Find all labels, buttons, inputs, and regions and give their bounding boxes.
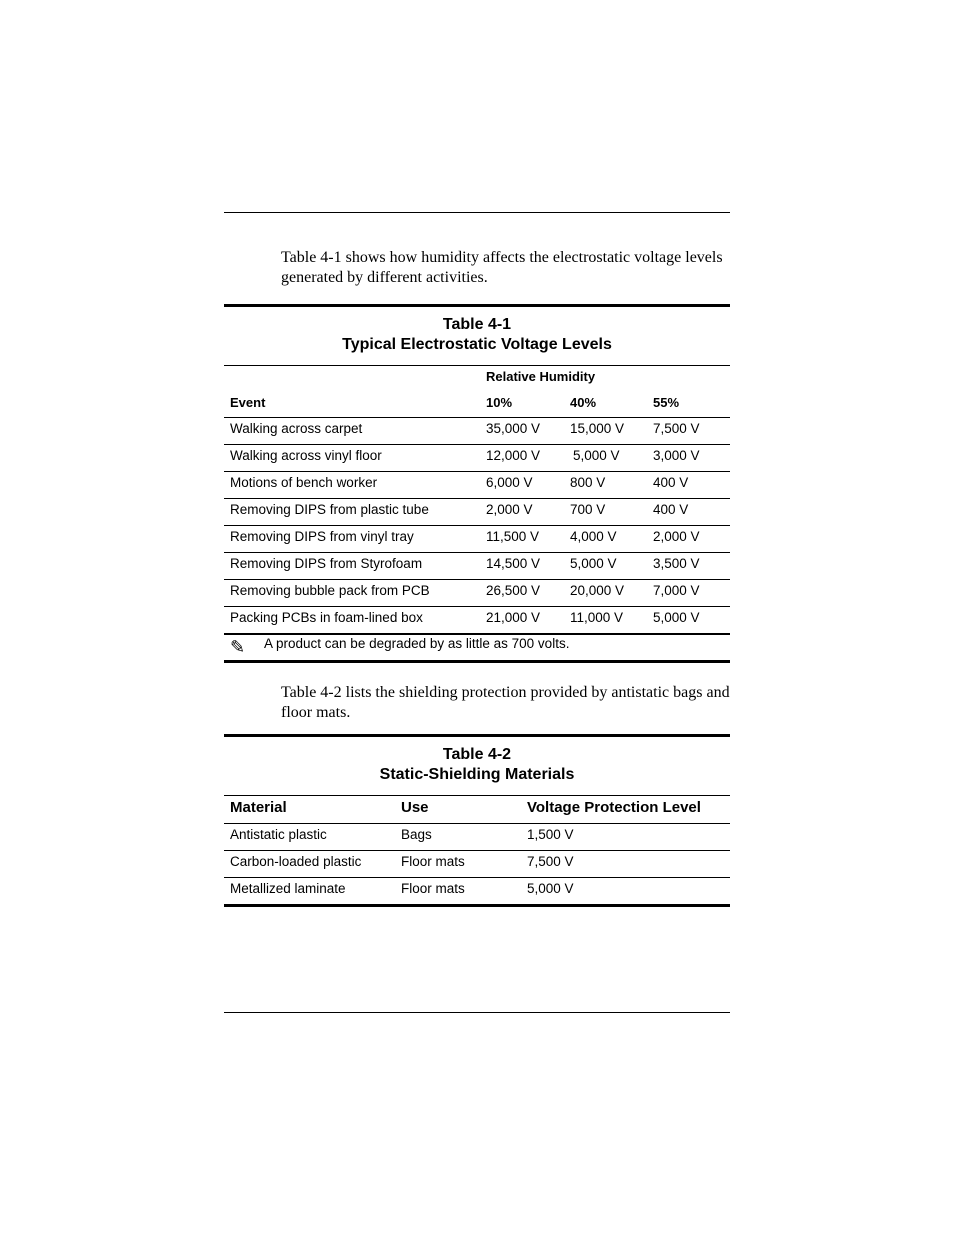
value-10-cell: 35,000 V [486, 421, 541, 436]
use-cell: Floor mats [401, 881, 465, 896]
table-4-1-body [224, 418, 730, 633]
table-row [224, 418, 730, 445]
protection-cell: 5,000 V [527, 881, 574, 896]
table-row [224, 445, 730, 472]
header-event: Event [230, 395, 266, 410]
value-55-cell: 400 V [653, 502, 689, 517]
table-4-2-title: Static-Shielding Materials [379, 766, 575, 783]
value-40-cell: 5,000 V [570, 556, 617, 571]
protection-cell: 7,500 V [527, 854, 574, 869]
value-40-cell: 5,000 V [573, 448, 620, 463]
header-40-percent: 40% [570, 395, 597, 410]
table-row [224, 824, 730, 851]
table-4-2 [224, 734, 730, 907]
protection-cell: 1,500 V [527, 827, 574, 842]
intro-paragraph-1: Table 4-1 shows how humidity affects the electrostatic voltage levels generated by different activities. [281, 249, 723, 286]
table-row [224, 878, 730, 904]
header-voltage-protection: Voltage Protection Level [527, 799, 701, 816]
pencil-icon: ✎ [230, 637, 246, 657]
header-10-percent: 10% [486, 395, 513, 410]
table-4-1-header [224, 365, 730, 418]
table-4-2-body [224, 824, 730, 904]
event-cell: Walking across carpet [230, 421, 363, 436]
event-cell: Motions of bench worker [230, 475, 378, 490]
value-10-cell: 11,500 V [486, 529, 540, 544]
table-4-2-number: Table 4-2 [442, 746, 512, 763]
material-cell: Metallized laminate [230, 881, 346, 896]
value-40-cell: 15,000 V [570, 421, 625, 436]
value-40-cell: 800 V [570, 475, 606, 490]
top-rule [224, 212, 730, 213]
value-40-cell: 700 V [570, 502, 606, 517]
event-cell: Packing PCBs in foam-lined box [230, 610, 423, 625]
table-4-1-note [224, 633, 730, 660]
value-10-cell: 14,500 V [486, 556, 541, 571]
table-row [224, 580, 730, 607]
value-55-cell: 400 V [653, 475, 689, 490]
value-55-cell: 3,000 V [653, 448, 700, 463]
value-55-cell: 7,500 V [653, 421, 700, 436]
use-cell: Bags [401, 827, 432, 842]
value-10-cell: 21,000 V [486, 610, 541, 625]
table-row [224, 499, 730, 526]
header-use: Use [401, 799, 429, 816]
value-40-cell: 4,000 V [570, 529, 617, 544]
header-55-percent: 55% [653, 395, 680, 410]
value-55-cell: 5,000 V [653, 610, 700, 625]
table-4-1 [224, 304, 730, 663]
event-cell: Removing DIPS from Styrofoam [230, 556, 423, 571]
value-10-cell: 6,000 V [486, 475, 533, 490]
event-cell: Removing bubble pack from PCB [230, 583, 430, 598]
table-row [224, 526, 730, 553]
event-cell: Removing DIPS from vinyl tray [230, 529, 414, 544]
note-text: A product can be degraded by as little as 700 volts. [264, 636, 570, 651]
humidity-group-header: Relative Humidity [486, 369, 596, 384]
header-material: Material [230, 799, 287, 816]
value-55-cell: 7,000 V [653, 583, 700, 598]
value-55-cell: 3,500 V [653, 556, 700, 571]
material-cell: Antistatic plastic [230, 827, 327, 842]
value-40-cell: 11,000 V [570, 610, 624, 625]
table-row [224, 607, 730, 633]
material-cell: Carbon-loaded plastic [230, 854, 362, 869]
value-10-cell: 2,000 V [486, 502, 533, 517]
bottom-rule [224, 1012, 730, 1013]
table-row [224, 472, 730, 499]
value-40-cell: 20,000 V [570, 583, 625, 598]
use-cell: Floor mats [401, 854, 465, 869]
table-4-1-number: Table 4-1 [442, 316, 512, 333]
table-row [224, 553, 730, 580]
table-row [224, 851, 730, 878]
value-55-cell: 2,000 V [653, 529, 700, 544]
table-4-1-title: Typical Electrostatic Voltage Levels [342, 336, 612, 353]
event-cell: Walking across vinyl floor [230, 448, 382, 463]
event-cell: Removing DIPS from plastic tube [230, 502, 429, 517]
intro-paragraph-2: Table 4-2 lists the shielding protection provided by antistatic bags and floor mats. [281, 684, 730, 721]
table-4-2-header [224, 795, 730, 824]
value-10-cell: 26,500 V [486, 583, 541, 598]
value-10-cell: 12,000 V [486, 448, 541, 463]
